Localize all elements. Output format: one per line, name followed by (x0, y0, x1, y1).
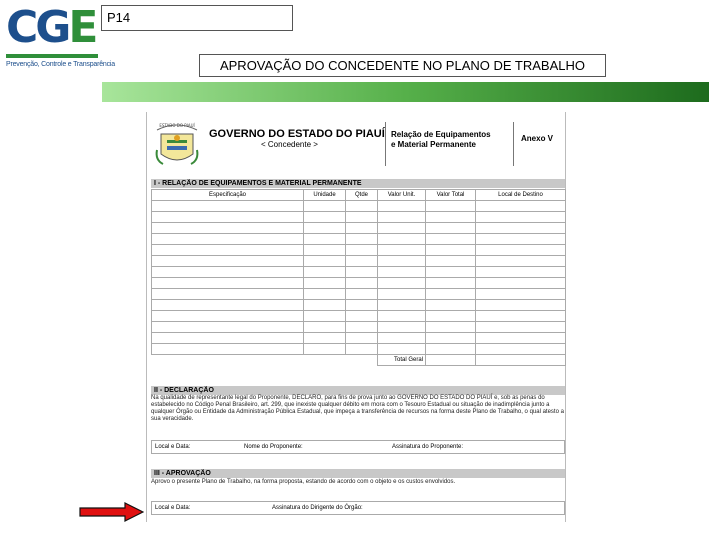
table-row (152, 278, 566, 289)
table-cell (304, 234, 346, 245)
annex-label: Anexo V (521, 134, 554, 143)
table-cell (152, 333, 304, 344)
table-cell (346, 289, 378, 300)
table-cell (304, 289, 346, 300)
relation-title (391, 130, 491, 150)
table-cell (304, 322, 346, 333)
table-cell (346, 311, 378, 322)
section-1-bar: I - RELAÇÃO DE EQUIPAMENTOS E MATERIAL PERMANENTE (151, 179, 565, 188)
table-cell (476, 322, 566, 333)
table-body (152, 201, 566, 366)
table-cell (346, 267, 378, 278)
slide-title-box (199, 54, 606, 77)
table-cell (152, 311, 304, 322)
state-crest-icon (153, 120, 201, 170)
total-row (152, 355, 566, 366)
table-cell (426, 333, 476, 344)
table-cell (426, 311, 476, 322)
table-cell (304, 223, 346, 234)
slide-title: APROVAÇÃO DO CONCEDENTE NO PLANO DE TRABALHO (219, 58, 586, 73)
declaration-signature-row (151, 440, 565, 454)
table-cell (426, 289, 476, 300)
table-cell (476, 333, 566, 344)
proponent-name-label: Nome do Proponente: (244, 444, 303, 450)
proponent-signature-label: Assinatura do Proponente: (392, 444, 464, 450)
table-row (152, 333, 566, 344)
table-cell (476, 344, 566, 355)
col-header: Valor Total (426, 190, 476, 201)
table-cell (346, 333, 378, 344)
table-cell (152, 245, 304, 256)
table-cell (378, 245, 426, 256)
table-cell (378, 278, 426, 289)
table-cell (426, 212, 476, 223)
table-cell (346, 344, 378, 355)
table-cell (476, 256, 566, 267)
total-cell (426, 355, 476, 366)
table-cell (304, 256, 346, 267)
form-document (146, 112, 566, 522)
table-row (152, 201, 566, 212)
table-cell (378, 322, 426, 333)
slide-code: P14 (107, 10, 131, 25)
table-cell (152, 322, 304, 333)
table-row (152, 256, 566, 267)
table-cell (426, 278, 476, 289)
col-header: Local de Destino (476, 190, 566, 201)
header-divider (513, 122, 514, 166)
table-cell (378, 267, 426, 278)
approval-text: Aprovo o presente Plano de Trabalho, na forma proposta, estando de acordo com o objeto e os custos envolvidos. (151, 479, 456, 485)
director-signature-label: Assinatura do Dirigente do Órgão: (272, 505, 363, 511)
table-cell (346, 278, 378, 289)
table-cell (426, 344, 476, 355)
table-cell (346, 245, 378, 256)
table-cell (378, 311, 426, 322)
table-row (152, 212, 566, 223)
table-cell (152, 289, 304, 300)
col-header: Valor Unit. (378, 190, 426, 201)
table-row (152, 267, 566, 278)
table-cell (426, 322, 476, 333)
table-cell (152, 267, 304, 278)
total-cell (476, 355, 566, 366)
table-cell (476, 245, 566, 256)
table-cell (378, 201, 426, 212)
table-cell (346, 212, 378, 223)
total-label: Total Geral (378, 355, 426, 366)
local-date-label: Local e Data: (155, 444, 191, 450)
table-cell (426, 267, 476, 278)
table-row (152, 289, 566, 300)
total-blank-cell (152, 355, 378, 366)
table-cell (152, 344, 304, 355)
table-row (152, 322, 566, 333)
table-cell (476, 278, 566, 289)
table-cell (304, 201, 346, 212)
logo-accent-letter: E (68, 2, 96, 53)
logo-tagline: Prevenção, Controle e Transparência (6, 61, 115, 68)
table-cell (378, 223, 426, 234)
table-cell (152, 201, 304, 212)
table-cell (152, 234, 304, 245)
table-cell (378, 333, 426, 344)
approval-local-date-label: Local e Data: (155, 505, 191, 511)
table-cell (346, 256, 378, 267)
approval-signature-row (151, 501, 565, 515)
table-cell (426, 256, 476, 267)
cge-logo (6, 2, 115, 74)
relation-title-line1: Relação de Equipamentos (391, 130, 491, 139)
table-cell (152, 278, 304, 289)
declaration-text: Na qualidade de representante legal do Proponente, DECLARO, para fins de prova junto ao GOVERNO DO ESTADO DO PIAUÍ e, sob as penas do estabelecido no Código Penal Brasileiro, art. 299, que inexiste qualquer débito em mora com o Tesouro Estadual ou situação de inadimplência junto a qualquer Órgão ou Entidade da Administração Pública Estadual, que impeça a transferência de recursos na forma deste Plano de Trabalho, o qual atesto a sua veracidade. (151, 395, 564, 422)
section-2-bar: II - DECLARAÇÃO (151, 386, 565, 395)
col-header: Qtde (346, 190, 378, 201)
table-cell (304, 300, 346, 311)
table-row (152, 245, 566, 256)
table-cell (426, 234, 476, 245)
crest-label: ESTADO DO PIAUÍ (159, 123, 195, 128)
table-cell (426, 223, 476, 234)
table-cell (304, 245, 346, 256)
table-cell (346, 223, 378, 234)
table-cell (378, 344, 426, 355)
table-cell (152, 223, 304, 234)
table-cell (304, 278, 346, 289)
table-cell (476, 267, 566, 278)
col-header: Unidade (304, 190, 346, 201)
relation-title-line2: e Material Permanente (391, 140, 476, 149)
table-cell (346, 300, 378, 311)
table-row (152, 311, 566, 322)
table-cell (304, 333, 346, 344)
logo-stripe (6, 54, 98, 58)
table-row (152, 300, 566, 311)
table-row (152, 344, 566, 355)
logo-text: CGE (6, 2, 96, 53)
table-cell (378, 234, 426, 245)
government-title: GOVERNO DO ESTADO DO PIAUÍ (209, 128, 385, 140)
header-divider (385, 122, 386, 166)
section-3-bar: III - APROVAÇÃO (151, 469, 565, 478)
table-cell (426, 201, 476, 212)
slide-code-box (101, 5, 293, 31)
table-row (152, 223, 566, 234)
green-gradient-bar (102, 82, 709, 102)
table-cell (346, 322, 378, 333)
table-cell (152, 212, 304, 223)
table-cell (304, 212, 346, 223)
equipment-table (151, 189, 566, 366)
table-cell (476, 289, 566, 300)
col-header: Especificação (152, 190, 304, 201)
table-cell (378, 300, 426, 311)
table-cell (346, 201, 378, 212)
form-header (147, 112, 567, 176)
table-cell (476, 300, 566, 311)
table-cell (152, 256, 304, 267)
table-header-row (152, 190, 566, 201)
table-cell (304, 311, 346, 322)
red-arrow-icon (79, 502, 144, 522)
table-cell (378, 256, 426, 267)
table-cell (476, 311, 566, 322)
table-cell (426, 300, 476, 311)
logo-letters (6, 4, 98, 52)
table-cell (304, 344, 346, 355)
table-cell (476, 201, 566, 212)
table-cell (426, 245, 476, 256)
table-cell (476, 223, 566, 234)
table-cell (346, 234, 378, 245)
table-cell (304, 267, 346, 278)
concedente-label: < Concedente > (261, 140, 318, 149)
table-row (152, 234, 566, 245)
table-cell (476, 234, 566, 245)
table-cell (152, 300, 304, 311)
table-cell (378, 289, 426, 300)
table-cell (378, 212, 426, 223)
table-cell (476, 212, 566, 223)
